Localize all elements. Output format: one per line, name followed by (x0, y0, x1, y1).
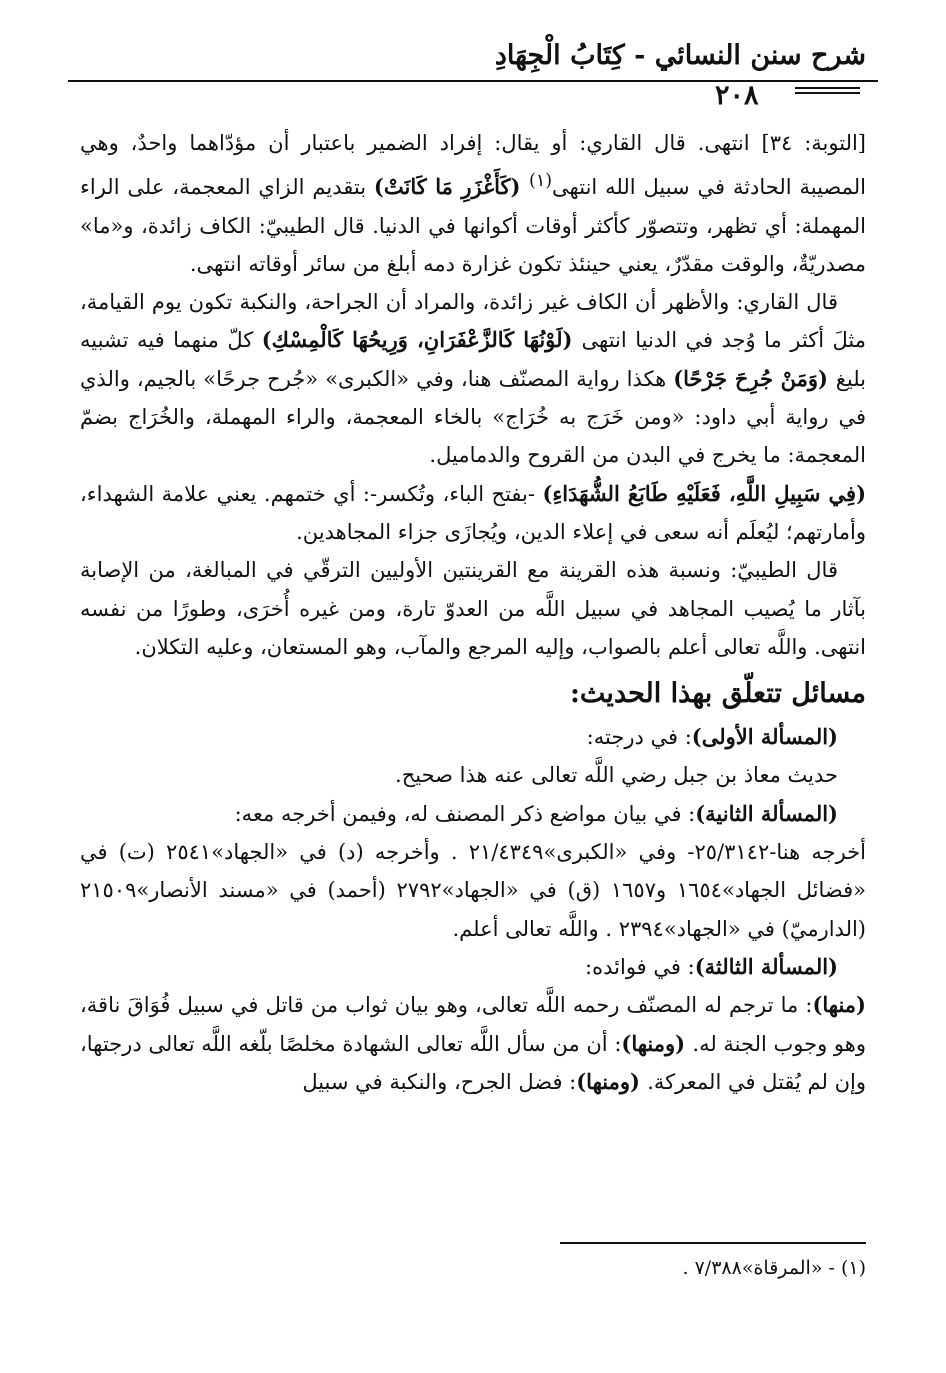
benefit-label: (ومنها) (621, 1030, 693, 1056)
hadith-quote: (فِي سَبِيلِ اللَّهِ، فَعَلَيْهِ طَابَعُ الشُّهَدَاءِ) (542, 480, 867, 506)
issue-3-label: (المسألة الثالثة) (694, 953, 838, 979)
main-text (80, 124, 866, 1101)
benefit-3-text: : فضل الجرح، والنكبة في سبيل (302, 1069, 577, 1094)
running-header-title: شرح سنن النسائي - كِتَابُ الْجِهَادِ (494, 40, 866, 71)
paragraph-1 (80, 124, 866, 283)
issue-3-heading (80, 948, 866, 986)
page-number-ornament (795, 87, 860, 97)
paragraph-2-text-a: قال القاري: والأظهر أن الكاف غير زائدة، والمراد أن الجراحة، والنكبة تكون يوم القيامة، مثلَ أكثر ما وُجد في الدنيا انتهى (80, 290, 866, 353)
benefit-label: (ومنها) (576, 1068, 648, 1094)
benefit-1-text: : ما ترجم له المصنّف رحمه اللَّه تعالى، وهو بيان ثواب من قاتل في سبيل فُوَاقَ ناقة، وهو وجوب الجنة له. (80, 993, 866, 1056)
benefit-2-text: : أن من سأل اللَّه تعالى الشهادة مخلصًا بلّغه اللَّه تعالى درجتها، وإن لم يُقتل في المعركة. (80, 1031, 866, 1094)
issue-2-label: (المسألة الثانية) (695, 800, 838, 826)
issue-3-heading-text: : في فوائده: (585, 954, 695, 979)
hadith-quote: (لَوْنُهَا كَالزَّعْفَرَانِ، وَرِيحُهَا كَالْمِسْكِ) (261, 327, 582, 353)
footnote-rule (560, 1242, 866, 1244)
footnote-reference: (١) (528, 171, 553, 192)
footnote: (١) - «المرقاة»٧/٣٨٨ . (682, 1257, 866, 1279)
hadith-quote: (كَأَغْزَرِ مَا كَانَتْ) (373, 174, 529, 200)
issue-1-heading-text: : في درجته: (586, 725, 692, 750)
paragraph-4: قال الطيبيّ: ونسبة هذه القرينة مع القرينتين الأوليين الترقّي في المبالغة، من الإصابة بآثار ما يُصيب المجاهد في سبيل اللَّه من العدوّ تارة، ومن غيره أُخرَى، وطورًا من نفسه انتهى. واللَّه تعالى أعلم بالصواب، وإليه المرجع والمآب، وهو المستعان، وعليه التكلان. (80, 558, 867, 659)
benefit-label: (منها) (812, 992, 866, 1018)
paragraph-2-text-e: هكذا رواية المصنّف هنا، وفي «الكبرى» «جُرح جرحًا» بالجيم، والذي في رواية أبي داود: «ومن خَرَج به خُرَاج» بالخاء المعجمة، والراء المهملة، والخُرَاج بضمّ المعجمة: ما يخرج في البدن من القروح والدماميل. (80, 366, 866, 468)
issue-2-heading (80, 795, 866, 833)
issue-1-label: (المسألة الأولى) (691, 724, 838, 750)
hadith-quote: (وَمَنْ جُرِحَ جَرْحًا) (673, 365, 836, 391)
issue-2-body: أخرجه هنا-٢٥/٣١٤٢- وفي «الكبرى»٢١/٤٣٤٩ . وأخرجه (د) في «الجهاد»٢٥٤١ (ت) في «فضائل الجهاد»١٦٥٤ و١٦٥٧ (ق) في «الجهاد»٢٧٩٢ (أحمد) في «مسند الأنصار»٢١٥٠٩ (الدارميّ) في «الجهاد»٢٣٩٤ . واللَّه تعالى أعلم. (80, 840, 866, 941)
issue-1-heading (80, 718, 866, 756)
paragraph-1-text-a: [التوبة: ٣٤] انتهى. قال القاري: أو يقال: إفراد الضمير باعتبار أن مؤدّاهما واحدٌ، وهي المصيبة الحادثة في سبيل الله انتهى (80, 131, 866, 200)
section-title: مسائل تتعلّق بهذا الحديث: (569, 678, 866, 710)
paragraph-3-text-b: -بفتح الباء، وتُكسر-: أي ختمهم. يعني علامة الشهداء، وأمارتهم؛ ليُعلَم أنه سعى في إعلاء الدين، ويُجازَى جزاء المجاهدين. (80, 481, 866, 544)
paragraph-1-text-c: بتقديم الزاي المعجمة، على الراء المهملة: أي تظهر، وتتصوّر كأكثر أوقات أكوانها في الدنيا. قال الطيبيّ: الكاف زائدة، و«ما» مصدريّةٌ، والوقت مقدّرٌ، يعني حينئذ تكون غزارة دمه أبلغ من سائر أوقاته انتهى. (80, 175, 866, 276)
page-number: ٢٠٨ (715, 80, 759, 111)
paragraph-3 (80, 475, 866, 552)
paragraph-2-text-c: كلّ منهما فيه تشبيه بليغ (80, 328, 866, 391)
issue-1-body: حديث معاذ بن جبل رضي اللَّه تعالى عنه هذا صحيح. (395, 763, 838, 788)
paragraph-2 (80, 283, 866, 474)
issue-3-body (80, 986, 866, 1101)
issue-2-heading-text: : في بيان مواضع ذكر المصنف له، وفيمن أخرجه معه: (234, 801, 696, 826)
